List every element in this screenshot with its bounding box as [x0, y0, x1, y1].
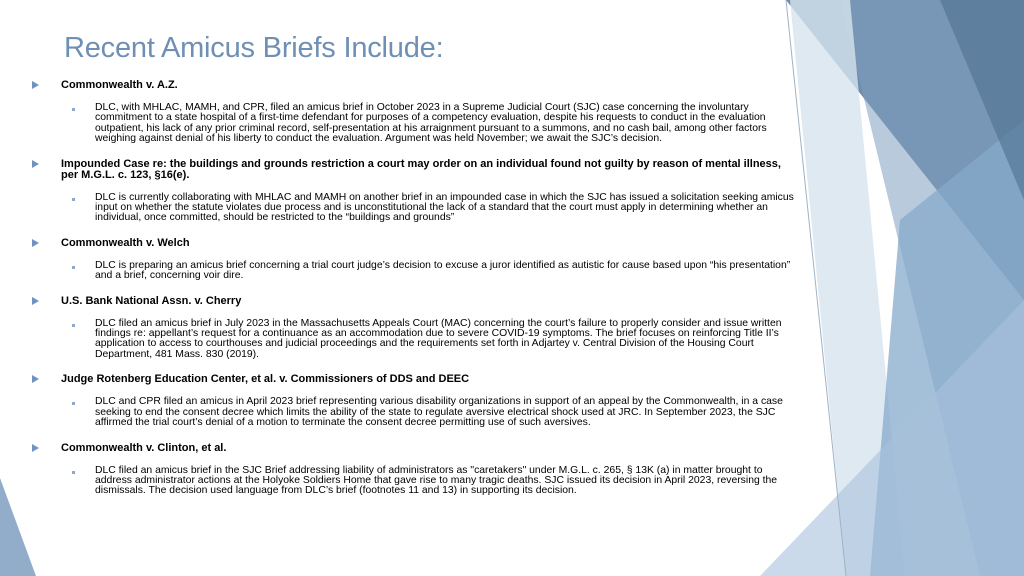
square-bullet-icon [72, 108, 75, 111]
case-text: DLC filed an amicus brief in the SJC Brief addressing liability of administrators as "caretakers" under M.G.L. c. 265, § 13K (a) in matter brought to address administrator actions at the Holyoke Soldiers Home that gave rise to many tragic deaths. SJC issued its decision in April 2023, reversing the dismissals. The decision used language from DLC’s brief (footnotes 11 and 13) in supporting its decision. [95, 464, 778, 497]
case-text: DLC and CPR filed an amicus in April 2023 brief representing various disability organizations in support of an appeal by the Commonwealth, in a case seeking to end the consent decree which limits the ability of the state to regulate aversive electrical shock used at JRC. In September 2023, the SJC affirmed the trial court’s denial of a motion to terminate the consent decree permitting use of such aversives. [95, 396, 783, 429]
square-bullet-icon [72, 198, 75, 201]
case-item [30, 158, 798, 224]
case-list [30, 79, 798, 497]
case-item [30, 442, 798, 497]
arrow-bullet-icon [32, 297, 39, 305]
case-item [30, 237, 798, 282]
case-heading: Judge Rotenberg Education Center, et al. v. Commissioners of DDS and DEEC [61, 373, 470, 386]
arrow-bullet-icon [32, 81, 39, 89]
case-detail [61, 193, 798, 224]
case-heading: Impounded Case re: the buildings and grounds restriction a court may order on an individual found not guilty by reason of mental illness, per M.G.L. c. 123, §16(e). [61, 157, 781, 181]
square-bullet-icon [72, 402, 75, 405]
slide-title: Recent Amicus Briefs Include: [64, 32, 444, 64]
case-item [30, 373, 798, 428]
case-text: DLC, with MHLAC, MAMH, and CPR, filed an amicus brief in October 2023 in a Supreme Judicial Court (SJC) case concerning the involuntary commitment to a state hospital of a first-time defendant for purposes of a competency evaluation, despite his requests to conduct in the evaluation outpatient, his lack of any prior criminal record, self-presentation at his arraignment pursuant to a summons, and no cash bail, among other factors weighing against denial of his liberty to conduct the evaluation. Argument was held November; we await the SJC’s decision. [95, 102, 767, 145]
case-text: DLC is currently collaborating with MHLAC and MAMH on another brief in an impounded case in which the SJC has issued a solicitation seeking amicus input on whether the statute violates due process and is unconstitutional the lack of a standard that the court must apply in determining whether an individual, once committed, should be restricted to the “buildings and grounds” [95, 191, 794, 224]
case-detail [61, 103, 798, 145]
arrow-bullet-icon [32, 444, 39, 452]
arrow-bullet-icon [32, 375, 39, 383]
case-detail [61, 466, 798, 497]
square-bullet-icon [72, 266, 75, 269]
case-item [30, 295, 798, 361]
arrow-bullet-icon [32, 239, 39, 247]
case-text: DLC filed an amicus brief in July 2023 in the Massachusetts Appeals Court (MAC) concerning the court’s failure to properly consider and issue written findings re: appellant’s request for a continuance as an accommodation due to severe COVID-19 symptoms. The brief focuses on reinforcing Title II’s application to access to courthouses and judicial proceedings and the requirements set forth in Adjartey v. Central Division of the Housing Court Department, 481 Mass. 830 (2019). [95, 317, 782, 360]
square-bullet-icon [72, 324, 75, 327]
case-text: DLC is preparing an amicus brief concerning a trial court judge’s decision to excuse a juror identified as autistic for cause based upon “his presentation” and a brief, concerning voir dire. [95, 259, 791, 282]
case-heading: U.S. Bank National Assn. v. Cherry [61, 294, 242, 307]
case-heading: Commonwealth v. A.Z. [61, 79, 178, 91]
square-bullet-icon [72, 471, 75, 474]
case-detail [61, 397, 798, 428]
arrow-bullet-icon [32, 160, 39, 168]
case-item [30, 79, 798, 145]
case-heading: Commonwealth v. Welch [61, 236, 190, 249]
case-heading: Commonwealth v. Clinton, et al. [61, 441, 227, 454]
case-detail [61, 319, 798, 361]
case-detail [61, 261, 798, 282]
